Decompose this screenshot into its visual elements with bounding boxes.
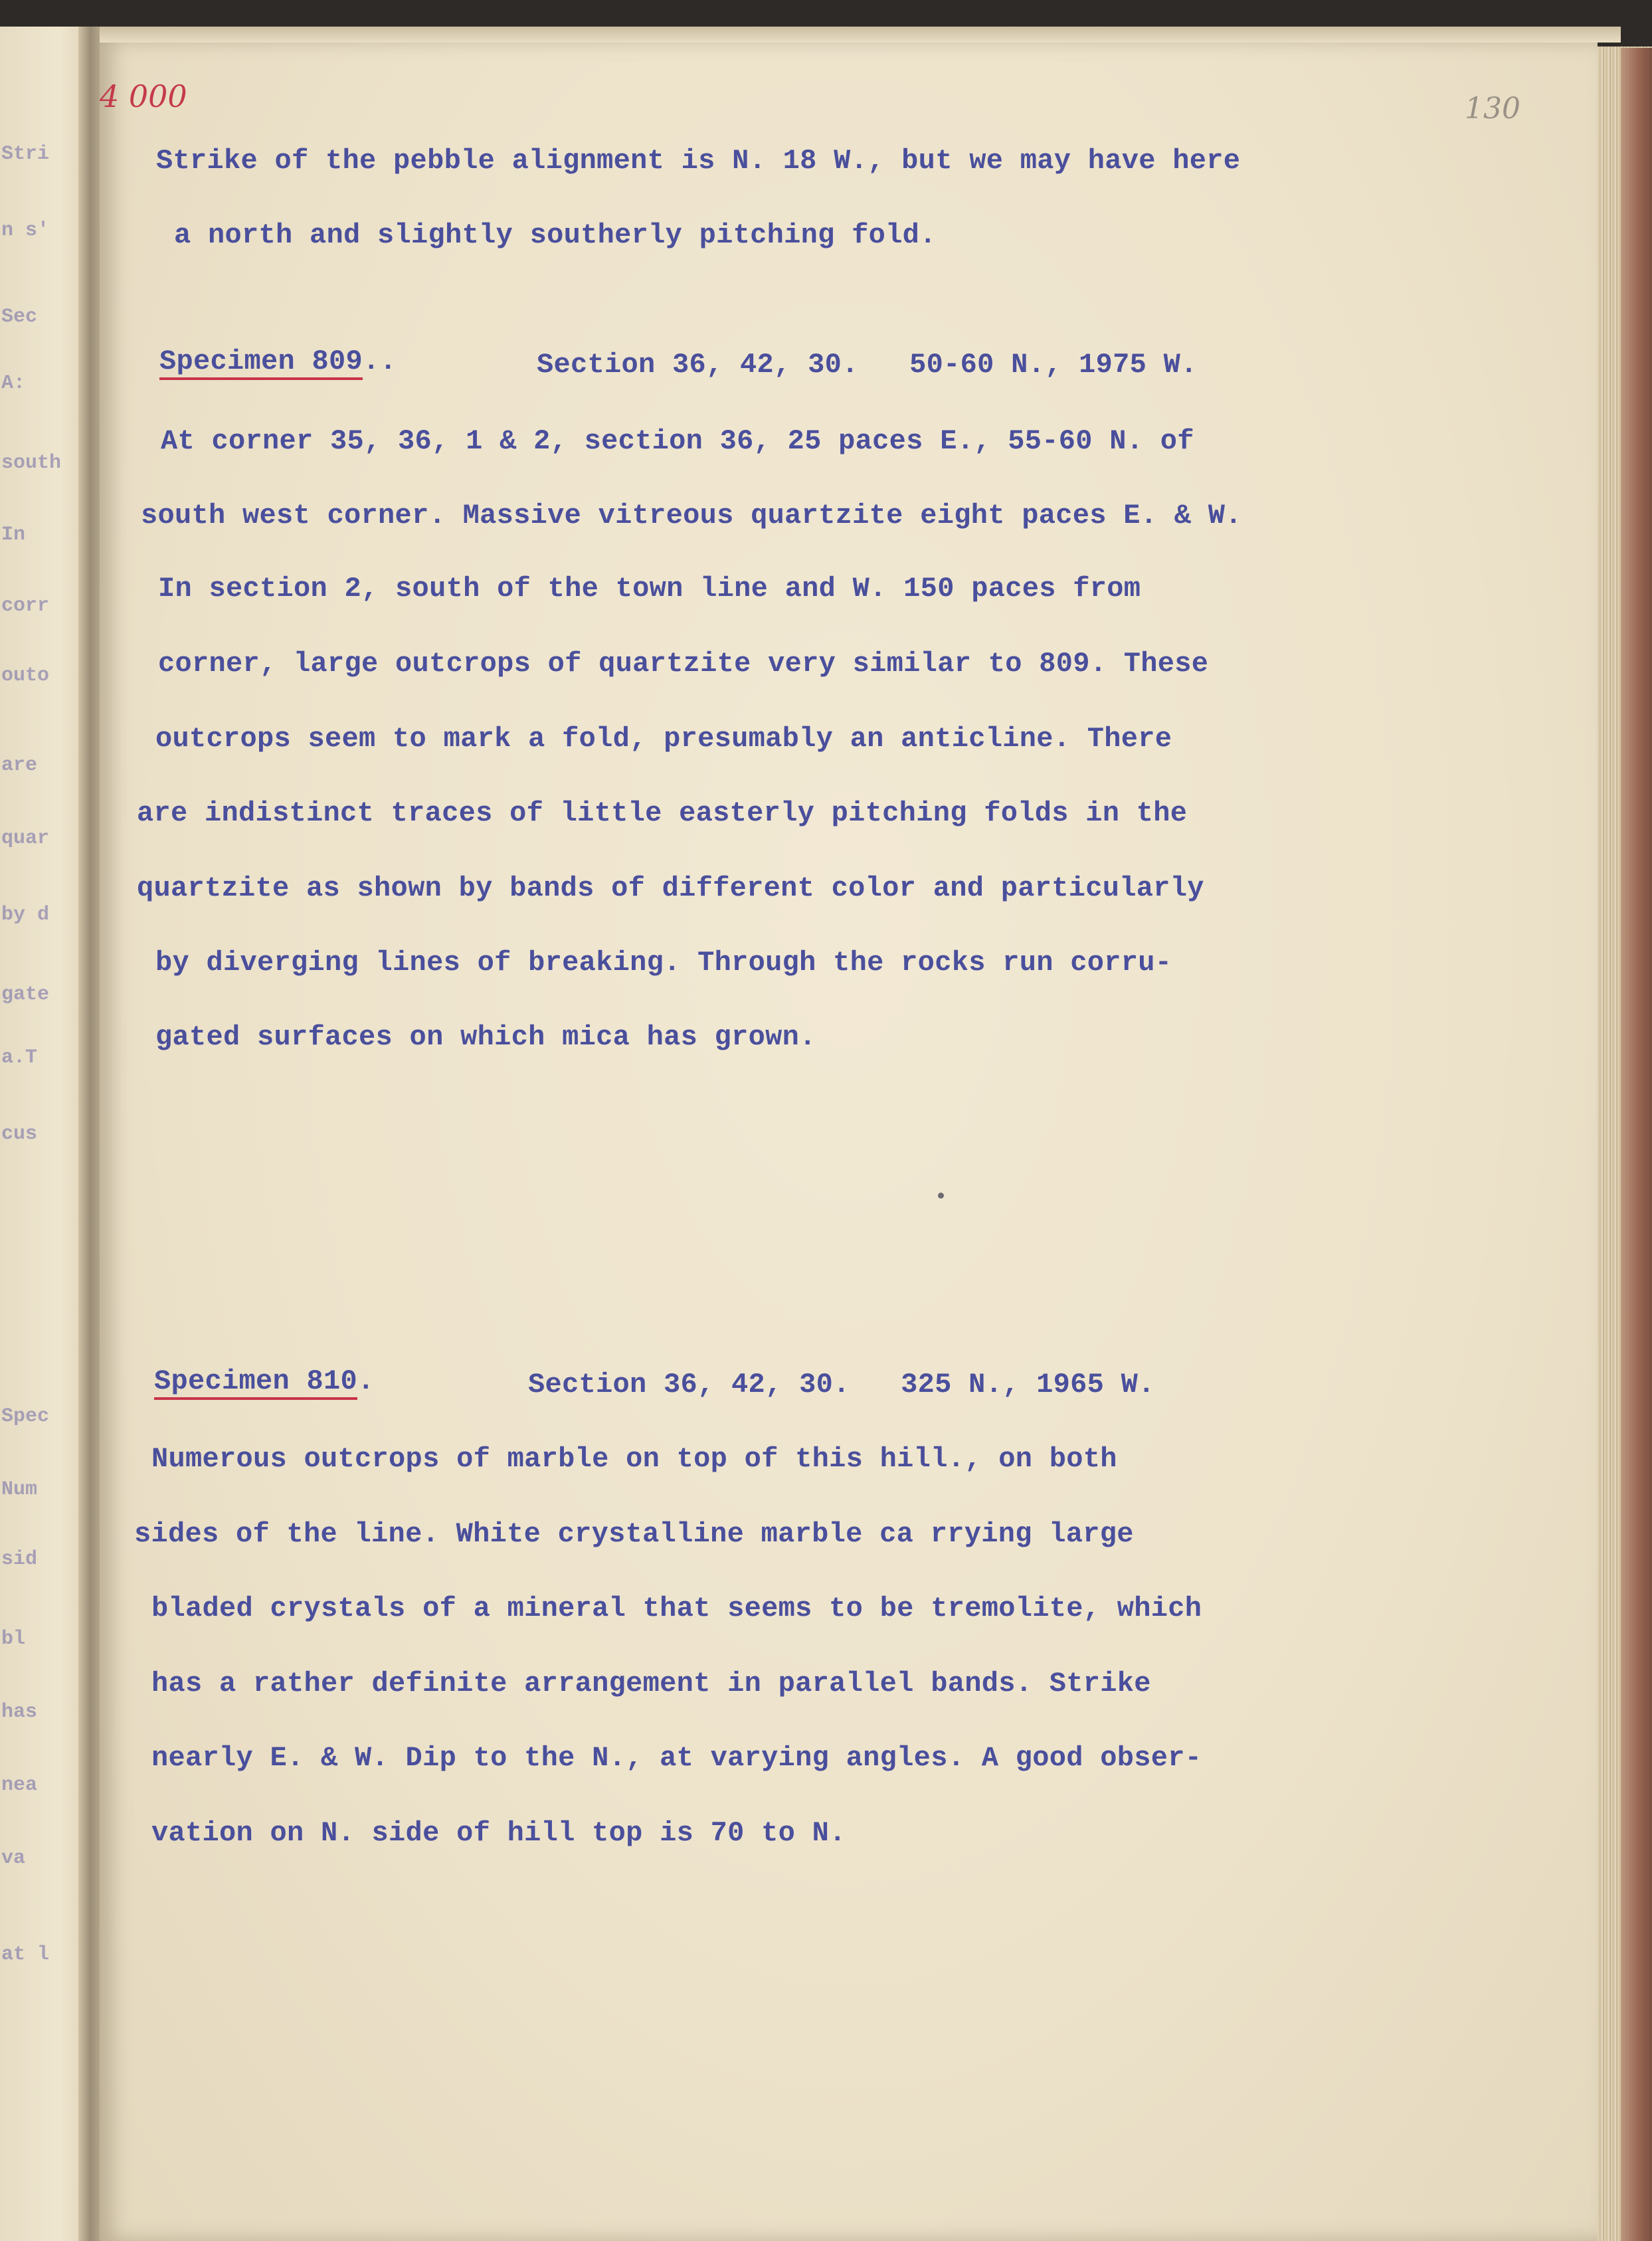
prev-fragment: at l — [1, 1943, 50, 1966]
page-top-edge — [100, 27, 1621, 43]
prev-fragment: are — [1, 754, 38, 777]
prev-fragment: cus — [1, 1123, 38, 1145]
specimen-809-label: Specimen 809 — [159, 345, 363, 380]
text-line: Strike of the pebble alignment is N. 18 W., but we may have here — [156, 145, 1241, 177]
text-line: sides of the line. White crystalline marble ca rrying large — [134, 1518, 1134, 1550]
specimen-810-heading — [154, 1365, 375, 1397]
prev-fragment: Sec — [1, 306, 38, 328]
text-line: gated surfaces on which mica has grown. — [155, 1021, 816, 1053]
prev-fragment: Num — [1, 1478, 38, 1501]
book-cover-edge — [1621, 48, 1652, 2241]
specimen-809-suffix: .. — [363, 345, 397, 377]
text-line: has a rather definite arrangement in parallel bands. Strike — [151, 1668, 1151, 1700]
specimen-810-location: Section 36, 42, 30. 325 N., 1965 W. — [528, 1369, 1155, 1401]
prev-fragment: south — [1, 452, 62, 474]
specimen-809-location: Section 36, 42, 30. 50-60 N., 1975 W. — [537, 349, 1198, 381]
text-line: nearly E. & W. Dip to the N., at varying angles. A good obser- — [151, 1742, 1202, 1774]
text-line: by diverging lines of breaking. Through the rocks run corru- — [155, 947, 1172, 979]
text-line: outcrops seem to mark a fold, presumably an anticline. There — [155, 723, 1172, 755]
specimen-809-heading — [159, 345, 397, 377]
prev-fragment: gate — [1, 983, 50, 1006]
text-line: Numerous outcrops of marble on top of this hill., on both — [151, 1443, 1117, 1475]
prev-fragment: In — [1, 524, 26, 546]
prev-fragment: corr — [1, 595, 50, 617]
handwritten-page-number: 130 — [1465, 92, 1520, 126]
text-line: At corner 35, 36, 1 & 2, section 36, 25 paces E., 55-60 N. of — [161, 425, 1194, 457]
prev-fragment: n s' — [1, 219, 50, 242]
text-line: quartzite as shown by bands of different color and particularly — [137, 872, 1204, 904]
show-through-texture — [159, 302, 1422, 309]
prev-fragment: va — [1, 1847, 26, 1870]
prev-fragment: nea — [1, 1774, 38, 1797]
prev-fragment: outo — [1, 664, 50, 687]
text-line: a north and slightly southerly pitching fold. — [174, 219, 937, 251]
prev-fragment: Stri — [1, 143, 50, 165]
prev-fragment: A: — [1, 372, 26, 395]
ink-dot — [938, 1193, 944, 1199]
prev-fragment: has — [1, 1701, 38, 1723]
text-line: are indistinct traces of little easterly pitching folds in the — [137, 797, 1188, 829]
prev-fragment: bl — [1, 1628, 26, 1650]
text-line: corner, large outcrops of quartzite very similar to 809. These — [158, 648, 1209, 680]
prev-fragment: sid — [1, 1548, 38, 1571]
text-line: south west corner. Massive vitreous quartzite eight paces E. & W. — [141, 500, 1242, 532]
prev-fragment: by d — [1, 904, 50, 926]
prev-fragment: a.T — [1, 1046, 38, 1069]
prev-fragment: quar — [1, 827, 50, 850]
text-line: vation on N. side of hill top is 70 to N. — [151, 1817, 846, 1849]
prev-fragment: Spec — [1, 1405, 50, 1428]
specimen-810-label: Specimen 810 — [154, 1365, 357, 1400]
handwritten-corner-note: 4 000 — [100, 78, 187, 114]
text-line: bladed crystals of a mineral that seems to be tremolite, which — [151, 1593, 1202, 1624]
specimen-810-suffix: . — [357, 1365, 375, 1397]
text-line: In section 2, south of the town line and W. 150 paces from — [158, 573, 1141, 605]
